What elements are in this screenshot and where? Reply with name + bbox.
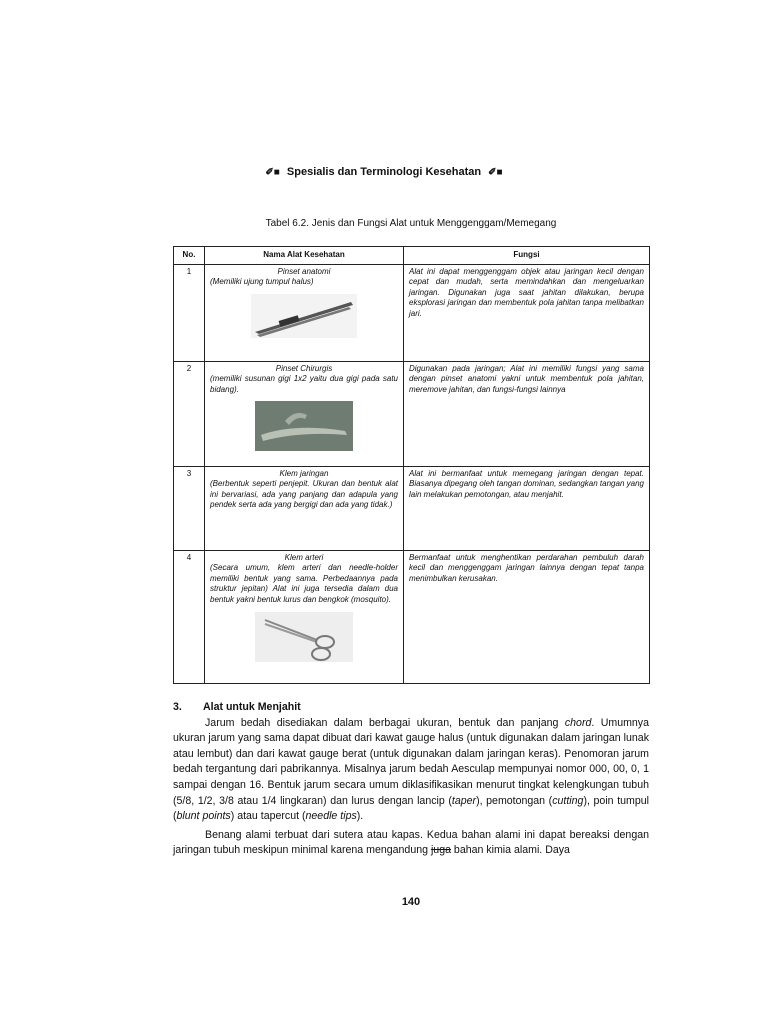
column-header-no: No. <box>174 247 205 265</box>
section-number: 3. <box>173 701 182 713</box>
tool-description: (Secara umum, klem arteri dan needle-holder memiliki bentuk yang sama. Perbedaannya pada struktur jepitan) Alat ini juga tersedia dalam dua bentuk yakni bentuk lurus dan bengkok (mosquito). <box>210 563 398 604</box>
italic-term: needle tips <box>305 810 357 823</box>
tool-function: Alat ini bermanfaat untuk memegang jaringan dengan tepat. Biasanya dipegang oleh tangan dominan, sedangkan tangan yang lain melakukan pemotongan, atau menjahit. <box>404 466 650 550</box>
anatomical-forceps-image <box>251 294 357 338</box>
tool-function: Bermanfaat untuk menghentikan perdarahan pembuluh darah kecil dan menggenggam jaringan lainnya dengan tepat tanpa menimbulkan kerusakan. <box>404 550 650 683</box>
tool-function: Digunakan pada jaringan; Alat ini memiliki fungsi yang sama dengan pinset anatomi yakni untuk membentuk pola jahitan, meremove jahitan, dan fungsi-fungsi lainnya <box>404 361 650 466</box>
tool-description: (Memiliki ujung tumpul halus) <box>210 277 314 287</box>
row-number: 2 <box>174 361 205 466</box>
italic-term: chord <box>564 716 592 729</box>
scissors-icon: ✐■ <box>265 167 280 178</box>
text-run: bahan kimia alami. Daya <box>450 844 570 857</box>
artery-clamp-image <box>255 612 353 662</box>
text-run: ) atau tapercut ( <box>230 810 306 823</box>
tool-cell <box>205 361 404 466</box>
row-number: 3 <box>174 466 205 550</box>
tool-cell <box>205 550 404 683</box>
scissors-icon: ✐■ <box>488 167 503 178</box>
text-run: Jarum bedah disediakan dalam berbagai ukuran, bentuk dan panjang <box>205 716 565 729</box>
section-heading <box>173 700 649 716</box>
running-header <box>0 166 768 178</box>
italic-term: blunt points <box>176 810 231 823</box>
tool-description: (memiliki susunan gigi 1x2 yaitu dua gigi pada satu bidang). <box>210 374 398 394</box>
tool-name: Pinset Chirurgis <box>275 363 333 373</box>
text-run: . Umumnya ukuran jarum yang sama dapat dibuat dari kawat gauge halus (untuk digunakan dalam jaringan lunak atau lembut) dan dari kawat gauge berat (untuk digunakan dalam jaringan keras). Penomoran jarum bedah tergantung dari pabrikannya. Misalnya jarum bedah Aesculap mempunyai nomor 000, 00, 0, 1 sampai dengan 16. Bentuk jarum secara umum diklasifikasikan menurut tingkat kelengkungan tubuh (5/8, 1/2, 3/8 atau 1/4 lingkaran) dan lurus dengan lancip ( <box>173 716 649 807</box>
table-row <box>174 466 650 550</box>
paragraph <box>173 828 649 859</box>
table-row <box>174 550 650 683</box>
table-header-row <box>174 247 650 265</box>
header-title: Spesialis dan Terminologi Kesehatan <box>286 166 482 178</box>
text-run: ). <box>356 810 364 823</box>
page-number: 140 <box>401 896 421 908</box>
table-row <box>174 264 650 361</box>
italic-term: cutting <box>552 794 584 807</box>
table-caption: Tabel 6.2. Jenis dan Fungsi Alat untuk Menggenggam/Memegang <box>265 218 557 229</box>
column-header-name: Nama Alat Kesehatan <box>205 247 404 265</box>
section-sewing-tools <box>173 700 649 859</box>
text-run: ), poin tumpul ( <box>173 794 649 823</box>
struck-word: juga <box>430 844 451 857</box>
tool-name: Klem arteri <box>284 552 324 562</box>
text-run: Benang alami terbuat dari sutera atau kapas. Kedua bahan alami ini dapat bereaksi dengan jaringan tubuh meskipun minimal karena mengandung <box>173 828 649 857</box>
tool-description: (Berbentuk seperti penjepit. Ukuran dan bentuk alat ini bervariasi, ada yang panjang dan adapula yang pendek serta ada yang bergigi dan ada yang tidak.) <box>210 479 398 510</box>
row-number: 1 <box>174 264 205 361</box>
column-header-function: Fungsi <box>404 247 650 265</box>
text-run: ), pemotongan ( <box>476 794 553 807</box>
tools-table <box>173 246 650 684</box>
tool-cell <box>205 466 404 550</box>
tool-cell <box>205 264 404 361</box>
italic-term: taper <box>451 794 477 807</box>
paragraph <box>173 716 649 825</box>
tool-name: Pinset anatomi <box>277 266 331 276</box>
row-number: 4 <box>174 550 205 683</box>
tool-function: Alat ini dapat menggenggam objek atau jaringan kecil dengan cepat dan mudah, serta memindahkan dan mengeluarkan jaringan. Digunakan juga saat jahitan dilakukan, berupa eksplorasi jaringan dan membentuk pola jahitan tanpa melibatkan jari. <box>404 264 650 361</box>
table-row <box>174 361 650 466</box>
tool-name: Klem jaringan <box>279 468 329 478</box>
section-title: Alat untuk Menjahit <box>203 701 301 713</box>
surgical-forceps-image <box>255 401 353 451</box>
